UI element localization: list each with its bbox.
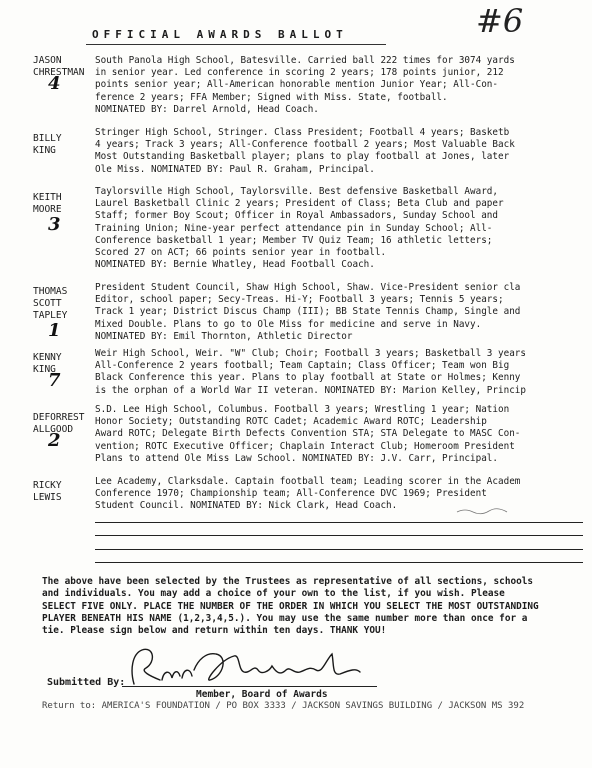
nominee-name: JASON CHRESTMAN — [33, 55, 85, 78]
nominee-name: RICKY LEWIS — [33, 480, 62, 503]
nominee-name: KENNY KING — [33, 352, 62, 375]
handwritten-ballot-number: #6 — [476, 2, 524, 40]
nominee-description: President Student Council, Shaw High School, Shaw. Vice-President senior cla Editor, school paper; Secy-Treas. Hi-Y; Football 3 years; Tennis 5 years; Track 1 year; District Discus Champ (III); BB State Tennis Champ, Single and Mixed Double. Plans to go to Ole Miss for medicine and serve in Navy. NOMINATED BY: Emil Thornton, Athletic Director — [95, 282, 521, 342]
handwritten-rank: 7 — [48, 370, 61, 391]
handwritten-rank: 2 — [48, 430, 61, 451]
write-in-line[interactable] — [95, 522, 583, 523]
handwritten-rank: 4 — [48, 73, 61, 94]
ink-scribble — [455, 504, 515, 516]
nominee-name: KEITH MOORE — [33, 192, 62, 215]
nominee-description: Taylorsville High School, Taylorsville. Best defensive Basketball Award, Laurel Basketball Clinic 2 years; President of Class; Beta Club and paper Staff; former Boy Scout; Officer in Royal Ambassadors, Sunday School and Training Union; Nine-year perfect attendance pin in Sunday School; All- Conference basketball 1 year; Member TV Quiz Team; 16 athletic letters; Scored 27 on ACT; 66 points senior year in football. NOMINATED BY: Bernie Whatley, Head Football Coach. — [95, 186, 504, 271]
member-label: Member, Board of Awards — [196, 689, 328, 700]
handwritten-rank: 3 — [48, 214, 61, 235]
nominee-name: THOMAS SCOTT TAPLEY — [33, 286, 68, 321]
handwritten-signature — [120, 640, 370, 690]
nominee-description: South Panola High School, Batesville. Carried ball 222 times for 3074 yards in senior year. Led conference in scoring 2 years; 178 points junior, 212 points senior year; All-American honorable mention Junior Year; All-Con- ference 2 years; FFA Member; Signed with Miss. State, football. NOMINATED BY: Darrel Arnold, Head Coach. — [95, 55, 515, 115]
write-in-line[interactable] — [95, 535, 583, 536]
write-in-line[interactable] — [95, 562, 583, 563]
signature-line[interactable] — [122, 686, 377, 687]
ballot-title: OFFICIAL AWARDS BALLOT — [92, 28, 348, 41]
nominee-description: Stringer High School, Stringer. Class President; Football 4 years; Basketb 4 years; Track 3 years; All-Conference football 2 years; Most Valuable Back Most Outstanding Basketball player; plans to play football at Jones, later Ole Miss. NOMINATED BY: Paul R. Graham, Principal. — [95, 127, 515, 175]
ballot-instructions: The above have been selected by the Trustees as representative of all sections, schools and individuals. You may add a choice of your own to the list, if you wish. Please SELECT FIVE ONLY. PLACE THE NUMBER OF THE ORDER IN WHICH YOU SELECT THE MOST OUTSTANDING PLAYER BENEATH HIS NAME (1,2,3,4,5.). You may use the same number more than once for a tie. Please sign below and return within ten days. THANK YOU! — [42, 576, 539, 637]
nominee-description: S.D. Lee High School, Columbus. Football 3 years; Wrestling 1 year; Nation Honor Society; Outstanding ROTC Cadet; Academic Award ROTC; Leadership Award ROTC; Delegate Birth Defects Convention STA; STA Delegate to MASC Con- vention; ROTC Executive Officer; Chaplain Interact Club; Homeroom President Plans to attend Ole Miss Law School. NOMINATED BY: J.V. Carr, Principal. — [95, 404, 521, 464]
nominee-name: DEFORREST ALLGOOD — [33, 412, 85, 435]
return-address: Return to: AMERICA'S FOUNDATION / PO BOX 3333 / JACKSON SAVINGS BUILDING / JACKSON MS 392 — [42, 701, 525, 711]
nominee-description: Weir High School, Weir. "W" Club; Choir; Football 3 years; Basketball 3 years All-Conference 2 years football; Team Captain; Class Officer; Team won Big Black Conference this year. Plans to play football at State or Holmes; Kenny is the orphan of a World War II veteran. NOMINATED BY: Marion Kelley, Princip — [95, 348, 526, 396]
nominee-description: Lee Academy, Clarksdale. Captain football team; Leading scorer in the Academ Conference 1970; Championship team; All-Conference DVC 1969; President Student Council. NOMINATED BY: Nick Clark, Head Coach. — [95, 476, 521, 512]
nominee-name: BILLY KING — [33, 133, 62, 156]
handwritten-rank: 1 — [48, 320, 61, 341]
title-underline — [86, 44, 386, 45]
write-in-line[interactable] — [95, 549, 583, 550]
submitted-by-label: Submitted By: — [47, 677, 126, 688]
